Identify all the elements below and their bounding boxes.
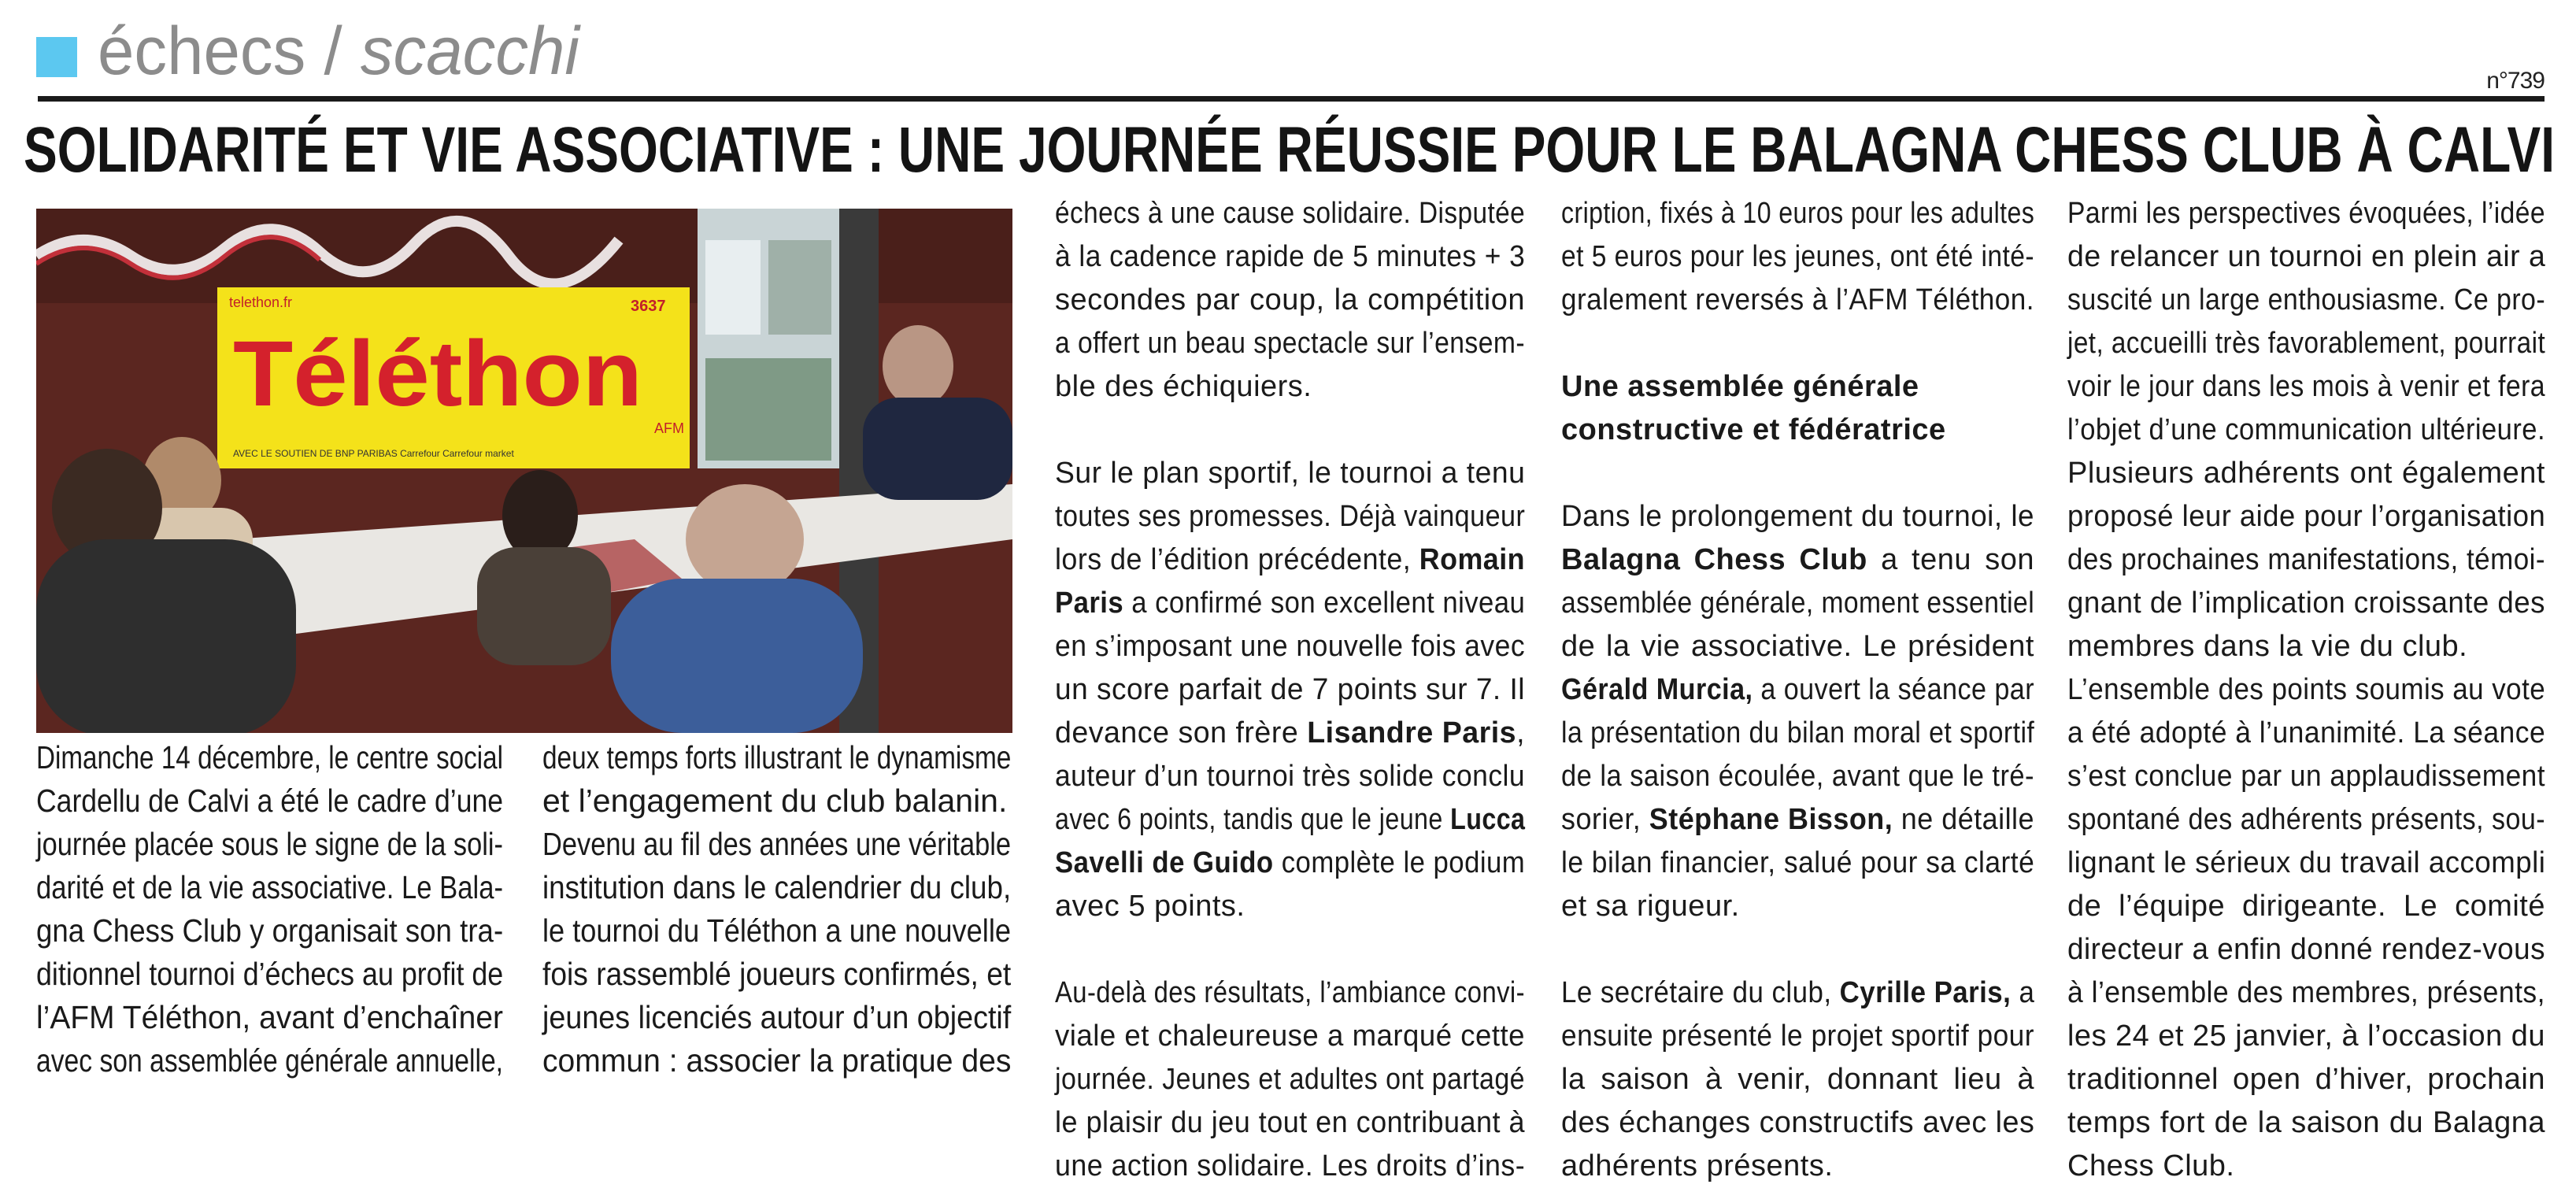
text-line: Au-delà des résultats, l’ambiance convi- <box>1055 976 1525 1009</box>
text-segment: sorier, <box>1561 803 1649 836</box>
paragraph <box>36 736 503 1083</box>
header-rule <box>38 96 2545 102</box>
paragraph <box>2067 192 2545 668</box>
text-line: darité et de la vie associative. Le Bala- <box>36 869 503 905</box>
text-line: Sur le plan sportif, le tournoi a tenu <box>1055 457 1526 490</box>
text-line: l’AFM Téléthon, avant d’enchaîner <box>36 999 503 1035</box>
text-line: s’est conclue par un applaudissement <box>2067 760 2545 793</box>
text-line: et sa rigueur. <box>1561 890 1740 923</box>
text-line: ditionnel tournoi d’échecs au profit de <box>36 956 504 992</box>
text-segment: Le secrétaire du club, <box>1561 976 1840 1009</box>
text-line: fois rassemblé joueurs confirmés, et <box>542 956 1012 992</box>
paragraph-spacer <box>1055 928 1525 971</box>
text-segment: a ouvert la séance par <box>1752 673 2035 706</box>
text-line <box>1561 798 2034 842</box>
text-line: le bilan financier, salué pour sa clarté <box>1561 846 2035 879</box>
text-segment: a <box>2011 976 2035 1009</box>
text-line <box>1561 409 2034 452</box>
banner-logo: AFM <box>654 420 684 436</box>
paragraph-spacer <box>1561 322 2034 365</box>
text-line: journée placée sous le signe de la soli- <box>36 826 503 862</box>
text-line: gnant de l’implication croissante des <box>2067 587 2545 620</box>
text-line: Dans le prolongement du tournoi, le <box>1561 500 2034 533</box>
text-line: assemblée générale, moment essentiel <box>1561 587 2035 620</box>
bold-name: Balagna Chess Club <box>1561 543 1867 576</box>
paragraph-spacer <box>1055 409 1525 452</box>
text-segment: lors de l’édition précédente, <box>1055 543 1419 576</box>
text-line: proposé leur aide pour l’organisation <box>2067 500 2546 533</box>
text-line: spontané des adhérents présents, sou- <box>2067 803 2545 836</box>
text-line <box>1055 582 1525 625</box>
text-line: Devenu au fil des années une véritable <box>542 826 1011 862</box>
text-line: temps fort de la saison du Balagna <box>2067 1106 2545 1139</box>
section-color-marker <box>36 37 77 77</box>
text-line: à la cadence rapide de 5 minutes + 3 <box>1055 240 1526 273</box>
text-line: des prochaines manifestations, témoi- <box>2067 543 2545 576</box>
text-line: en s’imposant une nouvelle fois avec <box>1055 630 1526 663</box>
article-column-5 <box>2067 192 2545 1188</box>
bold-name: Cyrille Paris, <box>1839 976 2012 1009</box>
text-line: viale et chaleureuse a marqué cette <box>1055 1020 1525 1053</box>
text-line: suscité un large enthousiasme. Ce pro- <box>2067 283 2546 316</box>
text-line: gralement reversés à l’AFM Téléthon. <box>1561 283 2034 316</box>
text-line: jeunes licenciés autour d’un objectif <box>542 999 1012 1035</box>
text-line: à l’ensemble des membres, présents, <box>2067 976 2546 1009</box>
text-line: ble des échiquiers. <box>1055 370 1312 403</box>
text-line: toutes ses promesses. Déjà vainqueur <box>1055 500 1526 533</box>
text-line: a été adopté à l’unanimité. La séance <box>2067 716 2546 749</box>
text-line: l’objet d’une communication ultérieure. <box>2067 413 2545 446</box>
text-line: de l’équipe dirigeante. Le comité <box>2067 890 2545 923</box>
text-line: de la vie associative. Le président <box>1561 630 2034 663</box>
text-line: la saison à venir, donnant lieu à <box>1561 1063 2034 1096</box>
paragraph <box>1055 192 1525 409</box>
text-line: le tournoi du Téléthon a une nouvelle <box>542 912 1011 949</box>
paragraph <box>1561 495 2034 928</box>
text-line <box>1055 798 1525 842</box>
banner-number: 3637 <box>631 298 666 315</box>
text-line: avec 5 points. <box>1055 890 1245 923</box>
text-line: de la saison écoulée, avant que le tré- <box>1561 760 2034 793</box>
text-line: la présentation du bilan moral et sportif <box>1561 716 2035 749</box>
text-line: une action solidaire. Les droits d’ins- <box>1055 1149 1526 1182</box>
paragraph <box>1561 971 2034 1188</box>
text-line: L’ensemble des points soumis au vote <box>2067 673 2546 706</box>
text-line: Parmi les perspectives évoquées, l’idée <box>2067 197 2545 230</box>
article-column-4 <box>1561 192 2034 1188</box>
article-title: SOLIDARITÉ ET VIE ASSOCIATIVE : UNE JOURNÉE RÉUSSIE POUR LE BALAGNA CHESS CLUB À CALVI <box>24 114 2556 186</box>
text-line: Cardellu de Calvi a été le cadre d’une <box>36 783 503 819</box>
text-line <box>1055 842 1525 885</box>
bold-name: Lucca <box>1450 803 1526 836</box>
rubric-french: échecs <box>98 13 306 89</box>
article-column-2 <box>542 736 1011 1083</box>
text-line <box>1561 971 2034 1015</box>
text-line: deux temps forts illustrant le dynamisme <box>542 739 1012 775</box>
text-line: institution dans le calendrier du club, <box>542 869 1012 905</box>
paragraph <box>542 823 1011 1083</box>
text-line: un score parfait de 7 points sur 7. Il <box>1055 673 1525 706</box>
text-line: le plaisir du jeu tout en contribuant à <box>1055 1106 1526 1139</box>
text-line: avec son assemblée générale annuelle, <box>36 1042 503 1079</box>
text-line: a offert un beau spectacle sur l’ensem- <box>1055 327 1525 360</box>
text-line <box>1055 712 1525 755</box>
text-line: des échanges constructifs avec les <box>1561 1106 2035 1139</box>
text-segment: ne détaille <box>1893 803 2034 836</box>
chess-tournament-photo <box>36 209 1012 733</box>
text-line: ensuite présenté le projet sportif pour <box>1561 1020 2034 1053</box>
text-line: jet, accueilli très favorablement, pourrait <box>2067 327 2546 360</box>
text-line: directeur a enfin donné rendez-vous <box>2067 933 2545 966</box>
text-line: gna Chess Club y organisait son tra- <box>36 912 504 949</box>
issue-number: n°739 <box>2486 68 2545 94</box>
text-line: voir le jour dans les mois à venir et fera <box>2067 370 2546 403</box>
text-line: commun : associer la pratique des <box>542 1042 1012 1079</box>
bold-name: Stéphane Bisson, <box>1649 803 1893 836</box>
paragraph <box>1561 192 2034 322</box>
text-line: Plusieurs adhérents ont également <box>2067 457 2545 490</box>
bold-name: Lisandre Paris <box>1307 716 1517 749</box>
rubric-italian: scacchi <box>360 13 579 89</box>
text-line: Dimanche 14 décembre, le centre social <box>36 739 503 775</box>
bold-name: constructive et fédératrice <box>1561 413 1946 446</box>
text-segment: a confirmé son excellent niveau <box>1123 587 1526 620</box>
text-line: membres dans la vie du club. <box>2067 630 2468 663</box>
text-line: et 5 euros pour les jeunes, ont été inté- <box>1561 240 2034 273</box>
text-line: adhérents présents. <box>1561 1149 1834 1182</box>
banner-site: telethon.fr <box>229 294 293 310</box>
article-column-1 <box>36 736 503 1083</box>
bold-name: Romain <box>1419 543 1525 576</box>
text-line <box>1561 668 2034 712</box>
text-segment: devance son frère <box>1055 716 1308 749</box>
text-segment: complète le podium <box>1273 846 1526 879</box>
section-subheading <box>1561 365 2034 452</box>
text-line: cription, fixés à 10 euros pour les adultes <box>1561 197 2035 230</box>
section-rubric <box>98 13 579 89</box>
text-line: auteur d’un tournoi très solide conclu <box>1055 760 1526 793</box>
paragraph <box>542 736 1011 823</box>
banner-sponsors: AVEC LE SOUTIEN DE BNP PARIBAS Carrefour Carrefour market <box>233 448 514 459</box>
paragraph-spacer <box>1561 928 2034 971</box>
text-line: Chess Club. <box>2067 1149 2235 1182</box>
bold-name: Savelli de Guido <box>1055 846 1274 879</box>
rubric-separator: / <box>305 13 361 89</box>
text-line: secondes par coup, la compétition <box>1055 283 1525 316</box>
paragraph <box>1055 971 1525 1188</box>
paragraph-spacer <box>1561 452 2034 495</box>
article-column-3 <box>1055 192 1525 1188</box>
text-line: lignant le sérieux du travail accompli <box>2067 846 2546 879</box>
text-line: et l’engagement du club balanin. <box>542 783 1008 819</box>
text-segment: avec 6 points, tandis que le jeune <box>1055 803 1451 836</box>
paragraph <box>1055 452 1525 928</box>
article-photo <box>36 209 1012 733</box>
text-line: les 24 et 25 janvier, à l’occasion du <box>2067 1020 2545 1053</box>
paragraph <box>2067 668 2545 1188</box>
text-line <box>1561 365 2034 409</box>
text-line: échecs à une cause solidaire. Disputée <box>1055 197 1526 230</box>
banner-title: Téléthon <box>233 322 642 426</box>
text-line <box>1055 538 1525 582</box>
text-segment: a tenu son <box>1867 543 2034 576</box>
bold-name: Une assemblée générale <box>1561 370 1919 403</box>
text-line: journée. Jeunes et adultes ont partagé <box>1055 1063 1525 1096</box>
text-segment: , <box>1516 716 1526 749</box>
text-line: traditionnel open d’hiver, prochain <box>2067 1063 2545 1096</box>
bold-name: Gérald Murcia, <box>1561 673 1753 706</box>
text-line <box>1561 538 2034 582</box>
text-line: de relancer un tournoi en plein air a <box>2067 240 2546 273</box>
bold-name: Paris <box>1055 587 1124 620</box>
